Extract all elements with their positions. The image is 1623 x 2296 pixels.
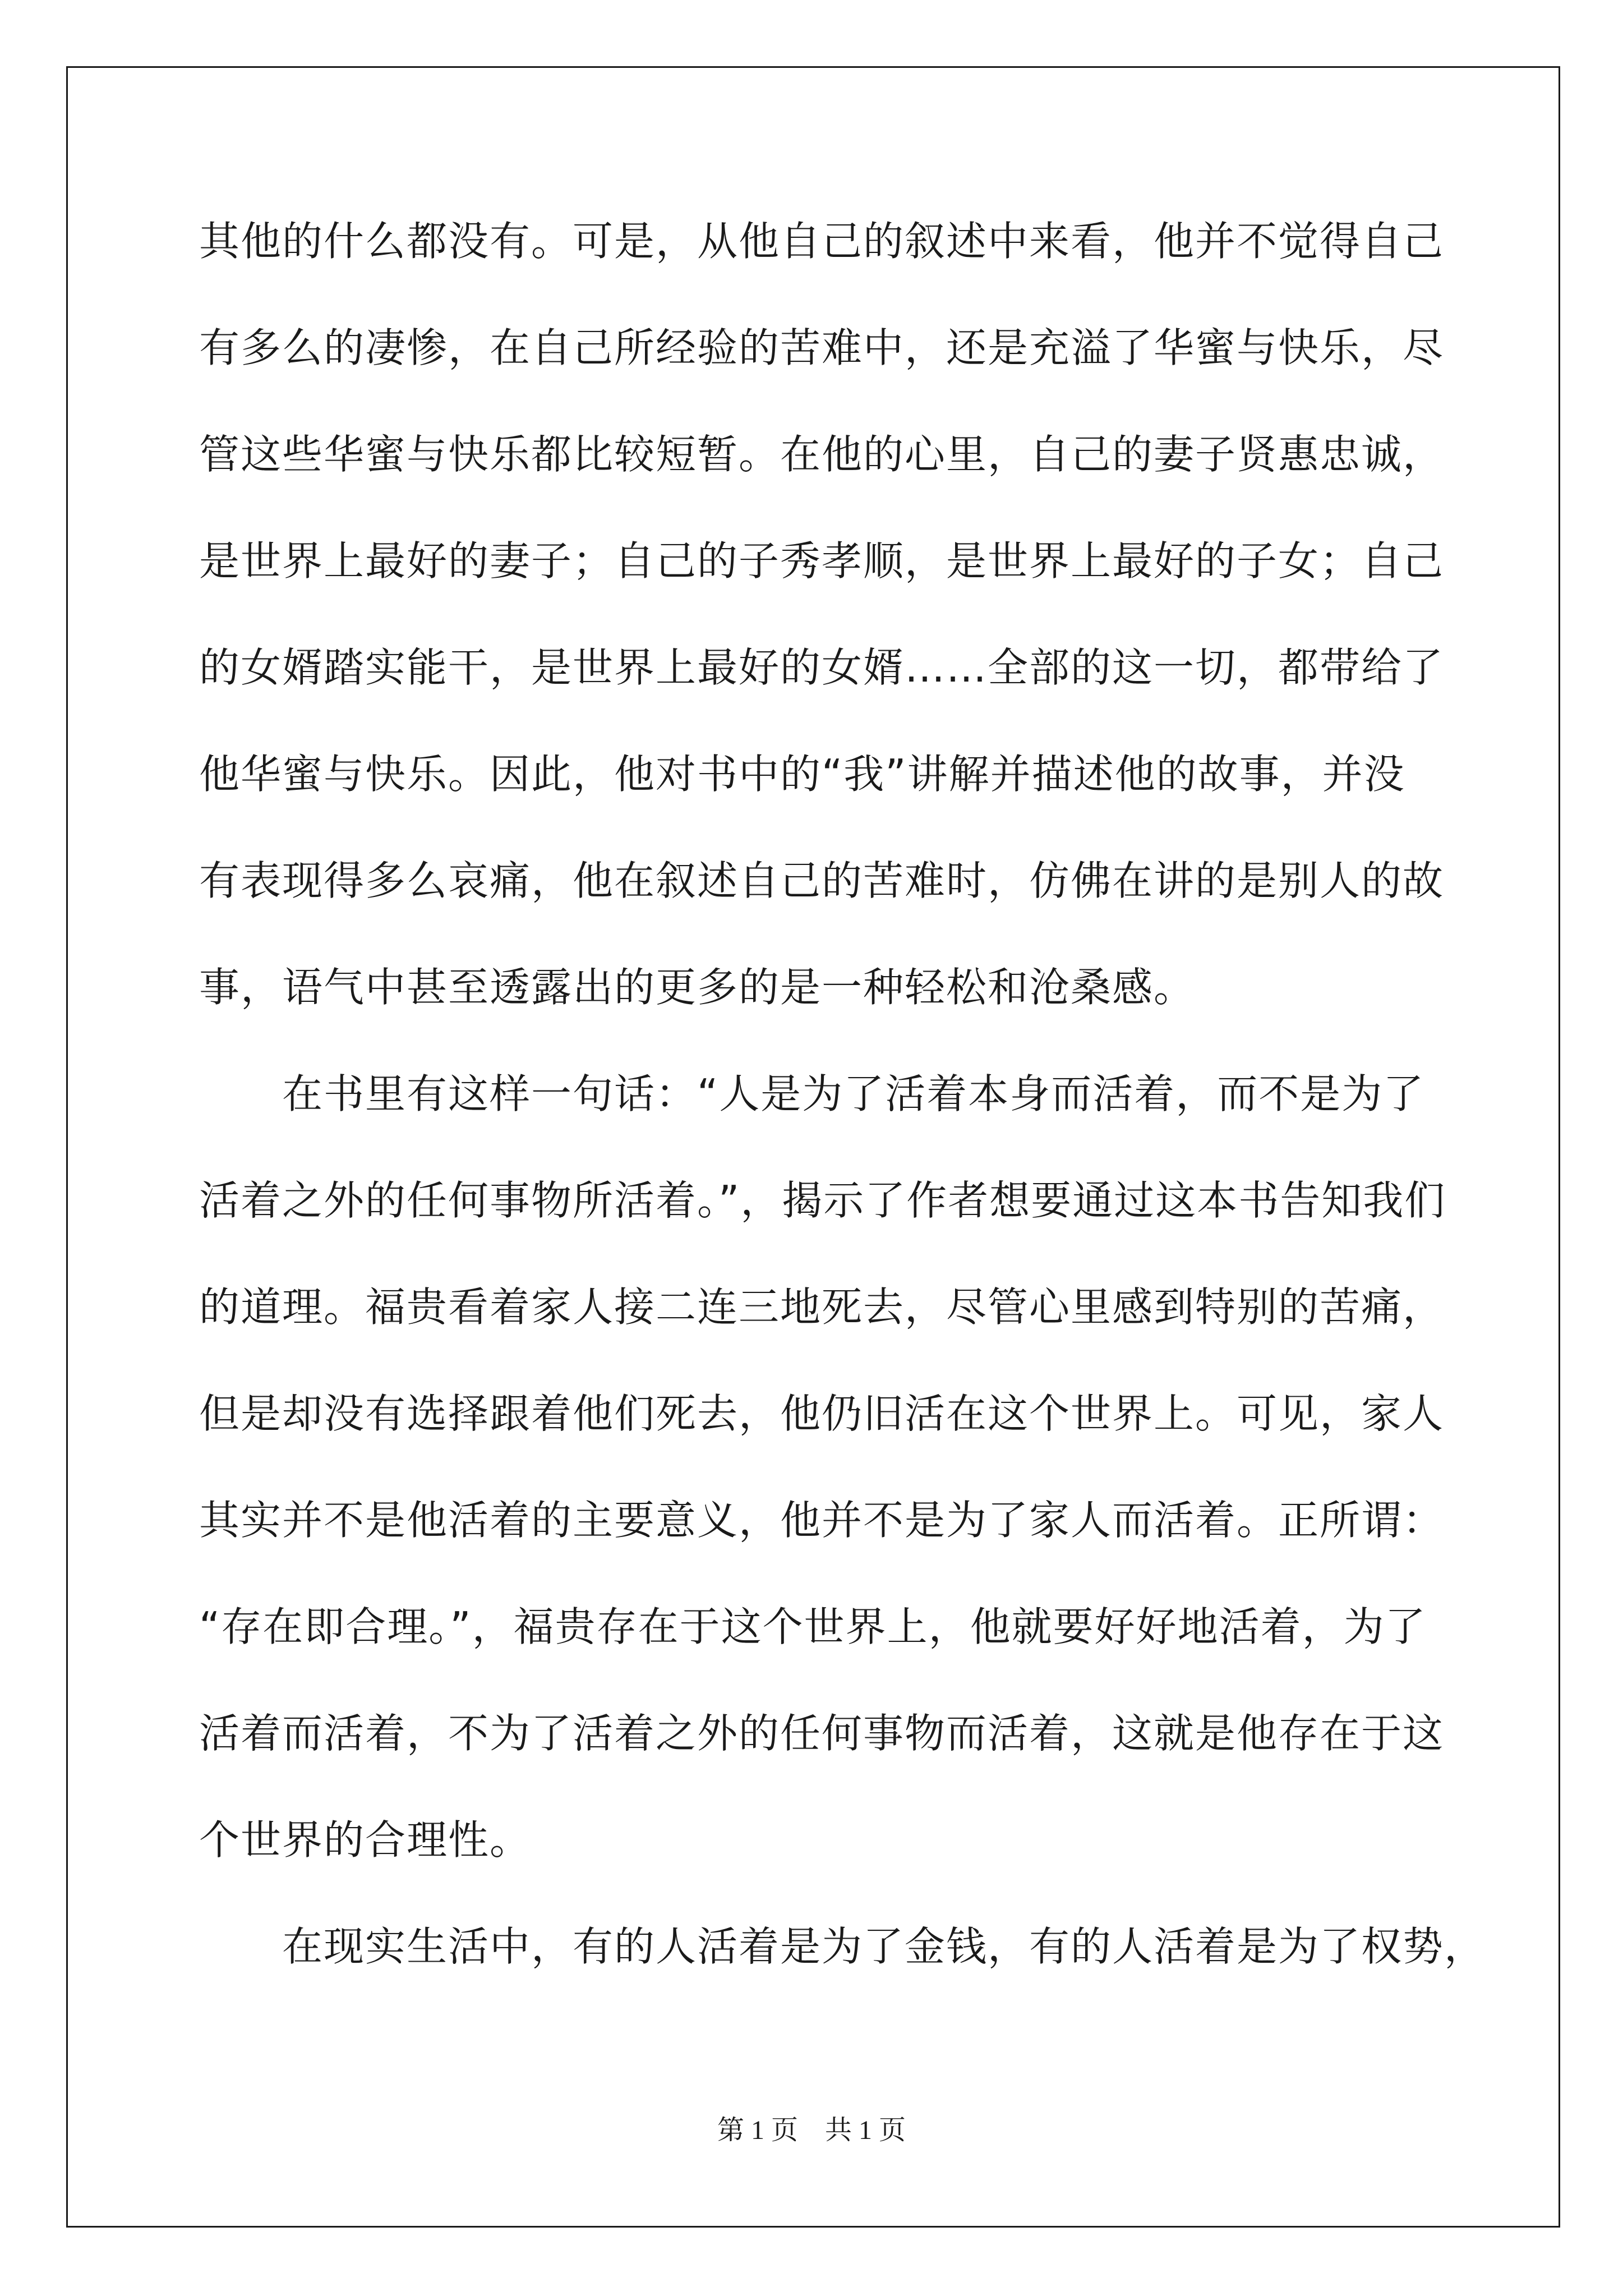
text-line: 活着之外的任何事物所活着。”，揭示了作者想要通过这本书告知我们 xyxy=(199,1177,1446,1224)
text-line: 事，语气中甚至透露出的更多的是一种轻松和沧桑感。 xyxy=(199,964,1196,1011)
text-line: 的女婿踏实能干，是世界上最好的女婿……全部的这一切，都带给了 xyxy=(199,644,1445,691)
text-line: 管这些华蜜与快乐都比较短暂。在他的心里，自己的妻子贤惠忠诚， xyxy=(199,431,1445,478)
text-line: 其他的什么都没有。可是，从他自己的叙述中来看，他并不觉得自己 xyxy=(199,218,1445,265)
text-line: 有多么的凄惨，在自己所经验的苦难中，还是充溢了华蜜与快乐，尽 xyxy=(199,324,1445,371)
text-line: 是世界上最好的妻子；自己的子秀孝顺，是世界上最好的子女；自己 xyxy=(199,537,1445,585)
text-line: 但是却没有选择跟着他们死去，他仍旧活在这个世界上。可见，家人 xyxy=(199,1390,1445,1437)
text-line: 有表现得多么哀痛，他在叙述自己的苦难时，仿佛在讲的是别人的故 xyxy=(199,857,1445,904)
text-line: 他华蜜与快乐。因此，他对书中的“我”讲解并描述他的故事，并没 xyxy=(199,751,1405,798)
text-line: 在现实生活中，有的人活着是为了金钱，有的人活着是为了权势， xyxy=(199,1923,1486,1970)
text-line: 个世界的合理性。 xyxy=(199,1816,532,1864)
document-body xyxy=(199,208,1486,2019)
text-line: 的道理。福贵看着家人接二连三地死去，尽管心里感到特别的苦痛， xyxy=(199,1283,1445,1331)
text-line: “存在即合理。”，福贵存在于这个世界上，他就要好好地活着，为了 xyxy=(199,1603,1427,1650)
page-number-footer: 第 1 页 共 1 页 xyxy=(717,2115,906,2145)
text-line: 活着而活着，不为了活着之外的任何事物而活着，这就是他存在于这 xyxy=(199,1710,1445,1757)
text-line: 其实并不是他活着的主要意义，他并不是为了家人而活着。正所谓： xyxy=(199,1497,1445,1544)
text-line: 在书里有这样一句话：“人是为了活着本身而活着，而不是为了 xyxy=(199,1070,1425,1117)
